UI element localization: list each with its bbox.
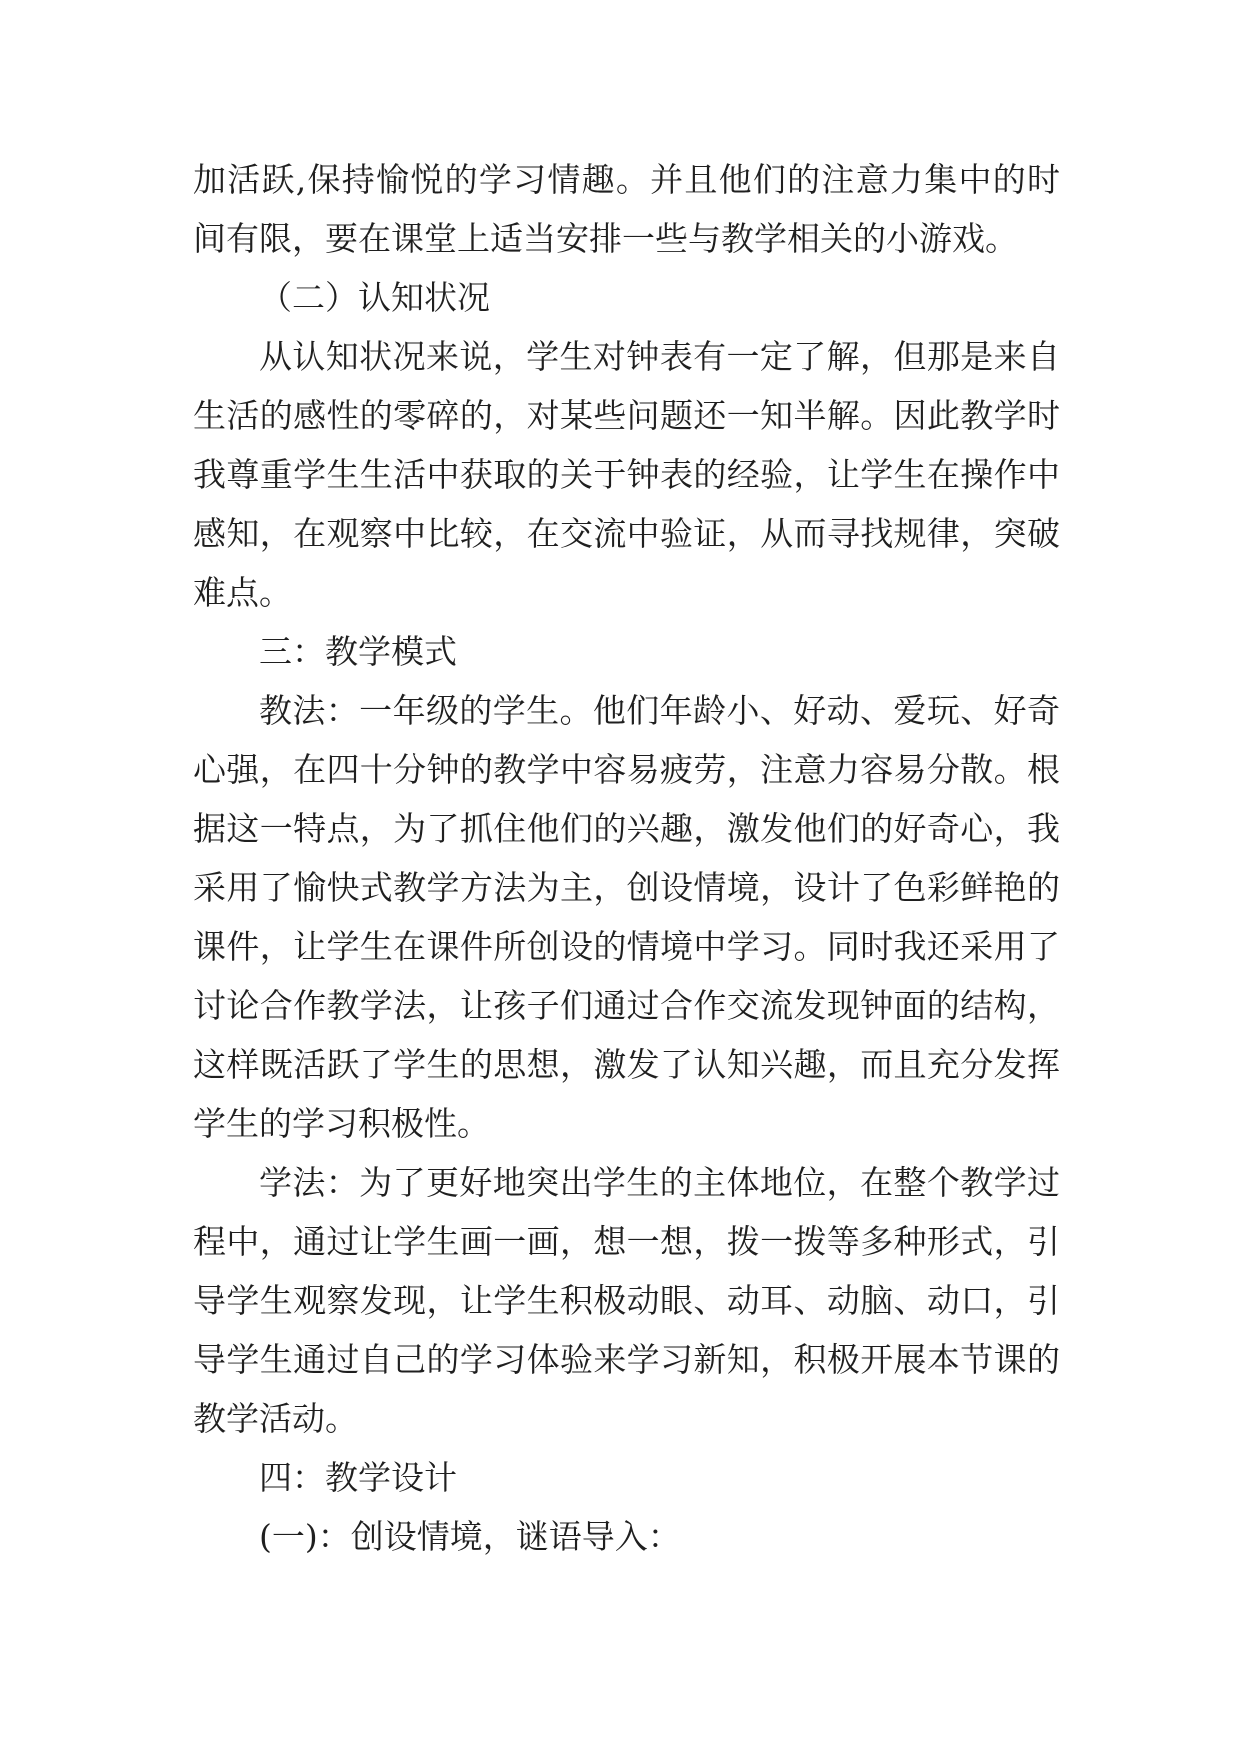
section-heading-text: （二）认知状况 <box>259 278 490 317</box>
paragraph-line: 加活跃,保持愉悦的学习情趣。并且他们的注意力集中的时 <box>193 160 1060 199</box>
paragraph-line: 感知，在观察中比较，在交流中验证，从而寻找规律，突破 <box>193 514 1060 553</box>
paragraph <box>193 1153 1060 1448</box>
paragraph-line: 从认知状况来说，学生对钟表有一定了解，但那是来自 <box>259 337 1060 376</box>
paragraph-line: 心强，在四十分钟的教学中容易疲劳，注意力容易分散。根 <box>193 750 1060 789</box>
paragraph <box>193 150 1060 268</box>
section-heading <box>193 622 1060 681</box>
paragraph-line: 间有限，要在课堂上适当安排一些与教学相关的小游戏。 <box>193 219 1018 258</box>
paragraph-line: 生活的感性的零碎的，对某些问题还一知半解。因此教学时 <box>193 396 1060 435</box>
paragraph-line: 导学生通过自己的学习体验来学习新知，积极开展本节课的 <box>193 1340 1060 1379</box>
paragraph-line: 难点。 <box>193 573 292 612</box>
section-heading-text: 三：教学模式 <box>259 632 457 671</box>
paragraph-line: 学法：为了更好地突出学生的主体地位，在整个教学过 <box>259 1163 1060 1202</box>
paragraph-line: 这样既活跃了学生的思想，激发了认知兴趣，而且充分发挥 <box>193 1045 1060 1084</box>
paragraph-line: 我尊重学生生活中获取的关于钟表的经验，让学生在操作中 <box>193 455 1060 494</box>
paragraph-line: 教学活动。 <box>193 1399 358 1438</box>
paragraph <box>193 681 1060 1153</box>
paragraph <box>193 327 1060 622</box>
section-heading <box>193 1448 1060 1507</box>
paragraph-line: 学生的学习积极性。 <box>193 1104 490 1143</box>
paragraph-line: 程中，通过让学生画一画，想一想，拨一拨等多种形式，引 <box>193 1222 1060 1261</box>
paragraph-line: 采用了愉快式教学方法为主，创设情境，设计了色彩鲜艳的 <box>193 868 1060 907</box>
document-body <box>193 150 1060 1566</box>
paragraph-line: 课件，让学生在课件所创设的情境中学习。同时我还采用了 <box>193 927 1060 966</box>
paragraph-line: 导学生观察发现，让学生积极动眼、动耳、动脑、动口，引 <box>193 1281 1060 1320</box>
section-heading-text: 四：教学设计 <box>259 1458 457 1497</box>
paragraph-line: 据这一特点，为了抓住他们的兴趣，激发他们的好奇心，我 <box>193 809 1060 848</box>
sub-heading-text: (一)：创设情境，谜语导入： <box>259 1517 681 1556</box>
paragraph-line: 教法：一年级的学生。他们年龄小、好动、爱玩、好奇 <box>259 691 1060 730</box>
section-heading <box>193 268 1060 327</box>
paragraph-line: 讨论合作教学法，让孩子们通过合作交流发现钟面的结构， <box>193 986 1060 1025</box>
sub-heading <box>193 1507 1060 1566</box>
